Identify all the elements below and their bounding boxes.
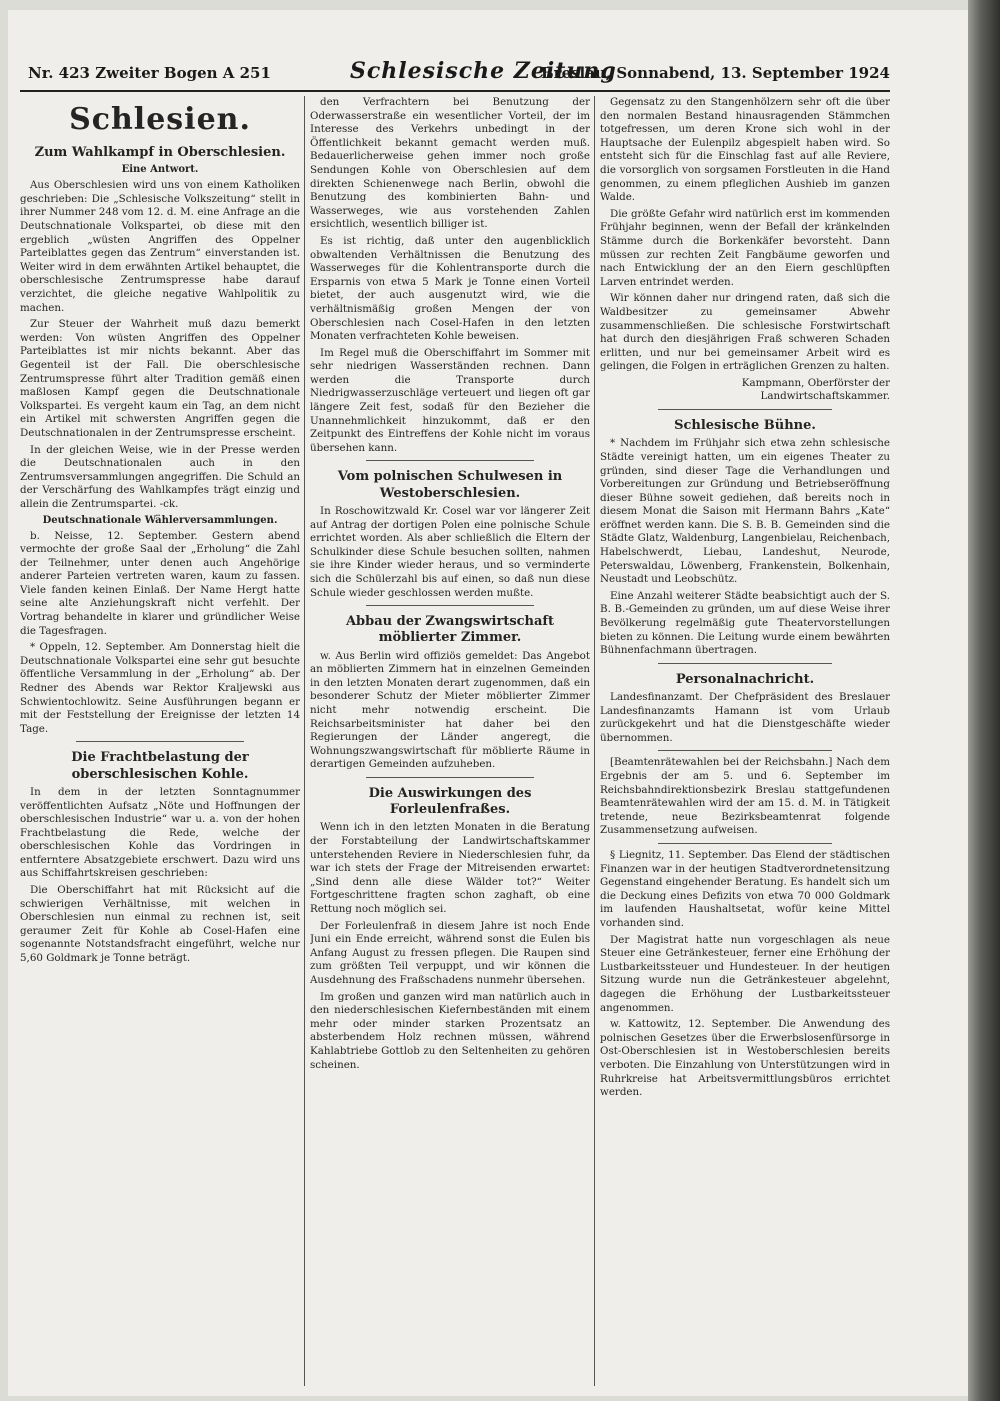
article-paragraph: Es ist richtig, daß unter den augenblicklich obwaltenden Verhältnissen die Benutzung des Wasserweges für die Kohlentransporte durch die Ersparnis von etwa 5 Mark je Tonne einen Vorteil bietet, der auch ausgenutzt wird, wie die verhältnismäßig großen Mengen der von Oberschlesien nach Cosel-Hafen in den letzten Monaten verfrachteten Kohle beweisen. bbox=[310, 234, 590, 343]
article-title: Die Frachtbelastung der oberschlesischen Kohle. bbox=[71, 750, 249, 782]
newspaper-sheet bbox=[8, 10, 968, 1396]
article-subtitle: Eine Antwort. bbox=[121, 164, 199, 176]
column-rule bbox=[304, 96, 305, 1386]
divider bbox=[366, 460, 534, 461]
section-title: Schlesien. bbox=[69, 102, 251, 137]
article-paragraph: Der Magistrat hatte nun vorgeschlagen als neue Steuer eine Getränkesteuer, ferner eine Erhöhung der Lustbarkeitssteuer und Hundesteuer. In der heutigen Sitzung wurde nun die Getränkesteuer abgelehnt, dagegen die Erhöhung der Lustbarkeitssteuer angenommen. bbox=[600, 933, 890, 1014]
article-paragraph: Wir können daher nur dringend raten, daß sich die Waldbesitzer zu gemeinsamer Abwehr zusammenschließen. Die schlesische Forstwirtschaft hat durch den diesjährigen Fraß schweren Schaden erlitten, und nur bei gemeinsamer Arbeit wird es gelingen, die Folgen in erträglichen Grenzen zu halten. bbox=[600, 292, 890, 373]
column-2 bbox=[310, 96, 590, 1392]
article-paragraph: Aus Oberschlesien wird uns von einem Katholiken geschrieben: Die „Schlesische Volkszeitung“ stellt in ihrer Nummer 248 vom 12. d. M. eine Anfrage an die Deutschnationale Volkspartei, ob diese mit den ergeblich „wüsten Angriffen des Oppelner Parteiblattes gegen das Zentrum“ einverstanden ist. Weiter wird in dem erwähnten Artikel behauptet, die oberschlesische Zentrumspresse habe darauf verzichtet, die gleiche negative Wahlpolitik zu machen. bbox=[20, 179, 300, 314]
divider bbox=[658, 843, 832, 844]
newspaper-title: Schlesische Zeitung bbox=[350, 58, 617, 84]
article-paragraph: Im Regel muß die Oberschiffahrt im Sommer mit sehr niedrigen Wasserständen rechnen. Dann werden die Transporte durch Niedrigwasserzuschläge verteuert und liegen oft gar längere Zeit fest, sodaß für den Bezieher die Unannehmlichkeit hinzukommt, daß er den Zeitpunkt des Eintreffens der Kohle nicht im voraus übersehen kann. bbox=[310, 346, 590, 454]
column-1 bbox=[20, 96, 300, 1392]
article-paragraph: Eine Anzahl weiterer Städte beabsichtigt auch der S. B. B.-Gemeinden zu gründen, um auf diese Weise ihrer Bevölkerung regelmäßig gute Theatervorstellungen bieten zu können. Die Leitung wurde einem bewährten Bühnenfachmann übertragen. bbox=[600, 589, 890, 657]
article-title: Vom polnischen Schulwesen in Westoberschlesien. bbox=[337, 469, 563, 501]
article-title: Abbau der Zwangswirtschaft möblierter Zimmer. bbox=[345, 614, 555, 646]
article-paragraph: * Nachdem im Frühjahr sich etwa zehn schlesische Städte vereinigt hatten, um ein eigenes Theater zu gründen, sind dieser Tage die Verhandlungen und Vorbereitungen zur Gründung und Betriebseröffnung dieser Bühne soweit gediehen, daß bereits noch in diesem Monat die Saison mit Hermann Bahrs „Kate“ eröffnet werden kann. Die S. B. B. Gemeinden sind die Städte Glatz, Waldenburg, Langenbielau, Reichenbach, Habelschwerdt, Liebau, Landeshut, Neurode, Peterswaldau, Löwenberg, Frankenstein, Bolkenhain, Neustadt und Leobschütz. bbox=[600, 437, 890, 586]
article-paragraph: In Roschowitzwald Kr. Cosel war vor längerer Zeit auf Antrag der dortigen Polen eine polnische Schule errichtet worden. Als aber schließlich die Eltern der Schulkinder diese Schule besuchen sollten, nahmen sie ihre Kinder wieder heraus, und so verminderte sich die Schülerzahl bis auf einen, so daß nun diese Schule wieder geschlossen werden mußte. bbox=[310, 504, 590, 599]
article-paragraph: den Verfrachtern bei Benutzung der Oderwasserstraße ein wesentlicher Vorteil, der im Interesse des Verkehrs unbedingt in der Öffentlichkeit bekannt gemacht werden muß. Bedauerlicherweise gehen immer noch große Sendungen Kohle von Oberschlesien auf dem direkten Schienenwege nach Berlin, obwohl die Benutzung des kombinierten Bahn- und Wasserweges, wie aus vorstehenden Zahlen ersichtlich, wesentlich billiger ist. bbox=[310, 96, 590, 231]
article-paragraph: b. Neisse, 12. September. Gestern abend vermochte der große Saal der „Erholung“ die Zahl der Teilnehmer, unter denen auch Angehörige anderer Parteien vertreten waren, kaum zu fassen. Viele fanden keinen Einlaß. Der Name Hergt hatte seine alte Anziehungskraft nicht verfehlt. Der Vortrag behandelte in klarer und gründlicher Weise die Tagesfragen. bbox=[20, 529, 300, 637]
divider bbox=[366, 605, 534, 606]
article-paragraph: Die Oberschiffahrt hat mit Rücksicht auf die schwierigen Verhältnisse, mit welchen in Oberschlesien nun einmal zu rechnen ist, seit geraumer Zeit für Kohle ab Cosel-Hafen eine sogenannte Notstandsfracht eingeführt, welche nur 5,60 Goldmark je Tonne beträgt. bbox=[20, 884, 300, 965]
column-rule bbox=[594, 96, 595, 1386]
article-title: Personalnachricht. bbox=[675, 671, 815, 687]
column-3 bbox=[600, 96, 890, 1392]
divider bbox=[366, 777, 534, 778]
divider bbox=[76, 741, 244, 742]
article-signature: Kampmann, Oberförster der Landwirtschaftskammer. bbox=[741, 376, 890, 403]
article-paragraph: § Liegnitz, 11. September. Das Elend der städtischen Finanzen war in der heutigen Stadtverordnetensitzung Gegenstand eingehender Beratung. Es handelt sich um die Deckung eines Defizits von etwa 70 000 Goldmark im laufenden Haushaltsetat, wofür keine Mittel vorhanden sind. bbox=[600, 849, 890, 929]
article-title: Zum Wahlkampf in Oberschlesien. bbox=[34, 145, 286, 160]
divider bbox=[658, 663, 832, 664]
book-spine bbox=[968, 0, 1000, 1401]
article-subtitle: Deutschnationale Wählerversammlungen. bbox=[42, 514, 278, 526]
article-title: Die Auswirkungen des Forleulenfraßes. bbox=[368, 785, 532, 818]
article-paragraph: Wenn ich in den letzten Monaten in die Beratung der Forstabteilung der Landwirtschaftskammer unterstehenden Reviere in Niederschlesien fuhr, da war ich stets der Frage der Mitreisenden erwartet: „Sind denn alle diese Wälder tot?“ Weiter Fortgeschrittene fragten schon zaghaft, ob eine Rettung noch möglich sei. bbox=[310, 821, 590, 915]
article-paragraph: [Beamtenrätewahlen bei der Reichsbahn.] Nach dem Ergebnis der am 5. und 6. September im Reichsbahndirektionsbezirk Breslau stattgefundenen Beamtenrätewahlen wird der am 15. d. M. in Tätigkeit tretende, neue Bezirksbeamtenrat folgende Zusammensetzung aufweisen. bbox=[600, 756, 890, 837]
article-paragraph: Der Forleulenfraß in diesem Jahre ist noch Ende Juni ein Ende erreicht, während sonst die Eulen bis Anfang August zu fressen pflegen. Die Raupen sind zum größten Teil verpuppt, und wir können die Ausdehnung des Fraßschadens nunmehr übersehen. bbox=[310, 919, 590, 986]
article-paragraph: Gegensatz zu den Stangenhölzern sehr oft die über den normalen Bestand hinausragenden Stämmchen totgefressen, um deren Krone sich wohl in der Hauptsache der Eulenpilz abgespielt haben wird. So entsteht sich für die Einschlag fast auf alle Reviere, die vorsorglich von sorgsamen Forstleuten in die Hand genommen, zu einem pfleglichen Aushieb im ganzen Walde. bbox=[600, 96, 890, 204]
article-paragraph: Landesfinanzamt. Der Chefpräsident des Breslauer Landesfinanzamts Hamann ist vom Urlaub zurückgekehrt und hat die Dienstgeschäfte wieder übernommen. bbox=[600, 691, 890, 744]
divider bbox=[658, 409, 832, 410]
article-paragraph: In der gleichen Weise, wie in der Presse werden die Deutschnationalen auch in den Zentrumsversammlungen angegriffen. Die Schuld an der Verschärfung des Wahlkampfes trägt einzig und allein die Zentrumspartei. -ck. bbox=[20, 443, 300, 510]
divider bbox=[658, 750, 832, 751]
article-paragraph: w. Kattowitz, 12. September. Die Anwendung des polnischen Gesetzes über die Erwerbslosenfürsorge in Ost-Oberschlesien ist in Westoberschlesien bereits verboten. Die Einzahlung von Unterstützungen wird in Ruhrkreise hat Arbeitsvermittlungsbüros errichtet werden. bbox=[600, 1018, 890, 1099]
masthead bbox=[20, 54, 890, 92]
article-paragraph: Im großen und ganzen wird man natürlich auch in den niederschlesischen Kiefernbeständen mit einem mehr oder minder starken Prozentsatz an absterbendem Holz rechnen müssen, während Kahlabtriebe Gottlob zu den Seltenheiten zu gehören scheinen. bbox=[310, 990, 590, 1071]
article-paragraph: In dem in der letzten Sonntagnummer veröffentlichten Aufsatz „Nöte und Hoffnungen der oberschlesischen Industrie“ war u. a. von der hohen Frachtbelastung die Rede, welche der oberschlesischen Kohle das Vordringen in entferntere Absatzgebiete erschwert. Dazu wird uns aus Schiffahrtskreisen geschrieben: bbox=[20, 785, 300, 880]
article-paragraph: Die größte Gefahr wird natürlich erst im kommenden Frühjahr beginnen, wenn der Befall der kränkelnden Stämme durch die Borkenkäfer bevorsteht. Dann müssen zur rechten Zeit Fangbäume geworfen und nach Entwicklung der an den Eiern geschlüpften Larven entrindet werden. bbox=[600, 207, 890, 288]
article-paragraph: * Oppeln, 12. September. Am Donnerstag hielt die Deutschnationale Volkspartei eine sehr gut besuchte öffentliche Versammlung in der „Erholung“ ab. Der Redner des Abends war Rektor Kraljewski aus Schwientochlowitz. Seine Ausführungen begann er mit der Feststellung der Ereignisse der letzten 14 Tage. bbox=[20, 641, 300, 735]
issue-date: Breslau, Sonnabend, 13. September 1924 bbox=[540, 64, 890, 82]
article-paragraph: Zur Steuer der Wahrheit muß dazu bemerkt werden: Von wüsten Angriffen des Oppelner Parteiblattes ist mir nichts bekannt. Aber das Gegenteil ist der Fall. Die oberschlesische Zentrumspresse führt alter Tradition gemäß einen maßlosen Kampf gegen die Deutschnationale Volkspartei. Es vergeht kaum ein Tag, an dem nicht ein Artikel mit schwersten Angriffen gegen die Deutschnationalen in der Zentrumspresse erscheint. bbox=[20, 318, 300, 439]
issue-number: Nr. 423 Zweiter Bogen A 251 bbox=[28, 64, 271, 82]
article-paragraph: w. Aus Berlin wird offiziös gemeldet: Das Angebot an möblierten Zimmern hat in einzelnen Gemeinden in den letzten Monaten derart zugenommen, daß ein besonderer Schutz der Mieter möblierter Zimmer nicht mehr notwendig erscheint. Die Reichsarbeitsminister hat daher bei den Regierungen der Länder angeregt, die Wohnungszwangswirtschaft für möblierte Räume in derartigen Gemeinden aufzuheben. bbox=[310, 649, 590, 771]
article-title: Schlesische Bühne. bbox=[674, 418, 816, 434]
